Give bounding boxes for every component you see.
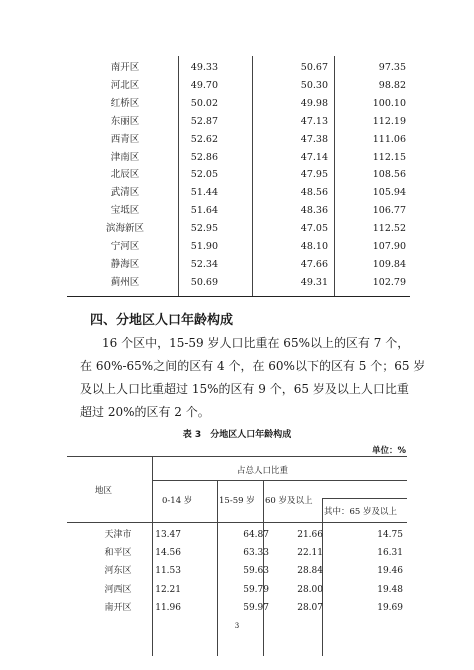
section-heading: 四、分地区人口年龄构成 — [90, 313, 234, 328]
value-cell: 47.05 — [300, 223, 328, 235]
value-cell: 11.96 — [155, 602, 181, 613]
district-cell: 宝坻区 — [110, 205, 140, 217]
value-cell: 50.02 — [190, 97, 218, 109]
header-group: 占总人口比重 — [237, 466, 289, 476]
table-row — [67, 166, 410, 183]
header-age-0-14: 0-14 岁 — [162, 496, 193, 506]
value-cell: 59.63 — [243, 566, 269, 577]
sex-ratio-table — [67, 56, 410, 297]
table-row — [67, 184, 410, 201]
district-cell: 蓟州区 — [110, 276, 140, 288]
value-cell: 52.62 — [190, 133, 218, 145]
value-cell: 52.86 — [190, 151, 218, 163]
value-cell: 50.30 — [300, 79, 328, 91]
value-cell: 52.95 — [190, 223, 218, 235]
table-row — [67, 77, 410, 94]
header-age-65-plus: 其中：65 岁及以上 — [324, 507, 398, 517]
value-cell: 97.35 — [378, 62, 406, 73]
value-cell: 14.56 — [155, 548, 181, 559]
district-cell: 西青区 — [110, 133, 140, 145]
district-cell: 红桥区 — [110, 97, 140, 109]
value-cell: 106.77 — [372, 205, 406, 217]
header-district: 地区 — [95, 486, 113, 496]
district-cell: 河北区 — [110, 79, 140, 91]
paragraph-line-2: 在 60%-65%之间的区有 4 个，在 60%以下的区有 5 个；65 岁 — [80, 359, 426, 373]
value-cell: 111.06 — [372, 133, 406, 145]
district-cell: 和平区 — [104, 548, 132, 559]
value-cell: 28.07 — [297, 602, 323, 613]
value-cell: 108.56 — [372, 169, 406, 181]
value-cell: 47.14 — [300, 151, 328, 163]
unit-label: 单位：% — [371, 446, 406, 456]
table-row — [67, 274, 410, 291]
table-row — [67, 238, 410, 255]
district-cell: 天津市 — [104, 530, 132, 540]
table-caption: 表 3 分地区人口年龄构成 — [182, 430, 292, 440]
value-cell: 112.52 — [372, 223, 406, 235]
district-cell: 静海区 — [110, 258, 140, 270]
table-row — [67, 527, 407, 543]
district-cell: 河西区 — [104, 584, 132, 595]
page-number: 3 — [234, 622, 240, 630]
paragraph-line-4: 超过 20%的区有 2 个。 — [80, 405, 210, 419]
district-cell: 津南区 — [110, 151, 140, 163]
value-cell: 28.84 — [297, 566, 323, 577]
table-row — [67, 59, 410, 76]
value-cell: 51.90 — [190, 241, 218, 252]
district-cell: 河东区 — [104, 566, 132, 577]
table-row — [67, 256, 410, 273]
value-cell: 64.87 — [243, 530, 269, 540]
value-cell: 63.33 — [243, 548, 269, 559]
value-cell: 22.11 — [297, 548, 323, 559]
table-row — [67, 202, 410, 219]
value-cell: 50.69 — [190, 276, 218, 288]
district-cell: 滨海新区 — [105, 223, 144, 235]
value-cell: 59.79 — [243, 584, 269, 595]
value-cell: 48.56 — [300, 187, 328, 199]
value-cell: 49.33 — [190, 62, 218, 73]
table-row — [67, 113, 410, 130]
value-cell: 11.53 — [155, 566, 181, 577]
value-cell: 112.15 — [372, 151, 406, 163]
district-cell: 武清区 — [110, 187, 140, 199]
district-cell: 东丽区 — [110, 115, 140, 127]
value-cell: 98.82 — [378, 79, 406, 91]
table-row — [67, 131, 410, 148]
value-cell: 47.38 — [300, 133, 328, 145]
value-cell: 52.05 — [190, 169, 218, 181]
value-cell: 59.97 — [243, 602, 269, 613]
district-cell: 北辰区 — [110, 169, 140, 181]
value-cell: 28.00 — [297, 584, 323, 595]
header-age-15-59: 15-59 岁 — [219, 496, 255, 506]
paragraph-line-3: 及以上人口比重超过 15%的区有 9 个，65 岁及以上人口比重 — [80, 382, 409, 396]
value-cell: 47.66 — [300, 258, 328, 270]
value-cell: 105.94 — [372, 187, 406, 199]
value-cell: 100.10 — [372, 97, 406, 109]
paragraph-line-1: 16 个区中，15-59 岁人口比重在 65%以上的区有 7 个， — [102, 336, 410, 350]
table-row — [67, 220, 410, 237]
value-cell: 48.36 — [300, 205, 328, 217]
table-row — [67, 545, 407, 561]
value-cell: 52.34 — [190, 258, 218, 270]
value-cell: 21.66 — [297, 530, 323, 540]
value-cell: 51.44 — [190, 187, 218, 199]
value-cell: 50.67 — [300, 62, 328, 73]
district-cell: 南开区 — [110, 62, 140, 73]
value-cell: 48.10 — [300, 241, 328, 252]
value-cell: 112.19 — [372, 115, 406, 127]
value-cell: 49.70 — [190, 79, 218, 91]
value-cell: 19.48 — [377, 584, 403, 595]
value-cell: 14.75 — [377, 530, 403, 540]
header-age-60-plus: 60 岁及以上 — [265, 496, 313, 506]
value-cell: 13.47 — [155, 530, 181, 540]
value-cell: 51.64 — [190, 205, 218, 217]
value-cell: 47.13 — [300, 115, 328, 127]
district-cell: 南开区 — [104, 602, 132, 613]
value-cell: 47.95 — [300, 169, 328, 181]
table-row — [67, 582, 407, 598]
value-cell: 49.98 — [300, 97, 328, 109]
value-cell: 107.90 — [372, 241, 406, 252]
district-cell: 宁河区 — [110, 241, 140, 252]
table-row — [67, 600, 407, 616]
value-cell: 102.79 — [372, 276, 406, 288]
value-cell: 109.84 — [372, 258, 406, 270]
value-cell: 49.31 — [300, 276, 328, 288]
value-cell: 52.87 — [190, 115, 218, 127]
table-row — [67, 563, 407, 579]
table-row — [67, 95, 410, 112]
value-cell: 19.46 — [377, 566, 403, 577]
value-cell: 12.21 — [155, 584, 181, 595]
value-cell: 16.31 — [377, 548, 403, 559]
value-cell: 19.69 — [377, 602, 403, 613]
table-row — [67, 149, 410, 166]
